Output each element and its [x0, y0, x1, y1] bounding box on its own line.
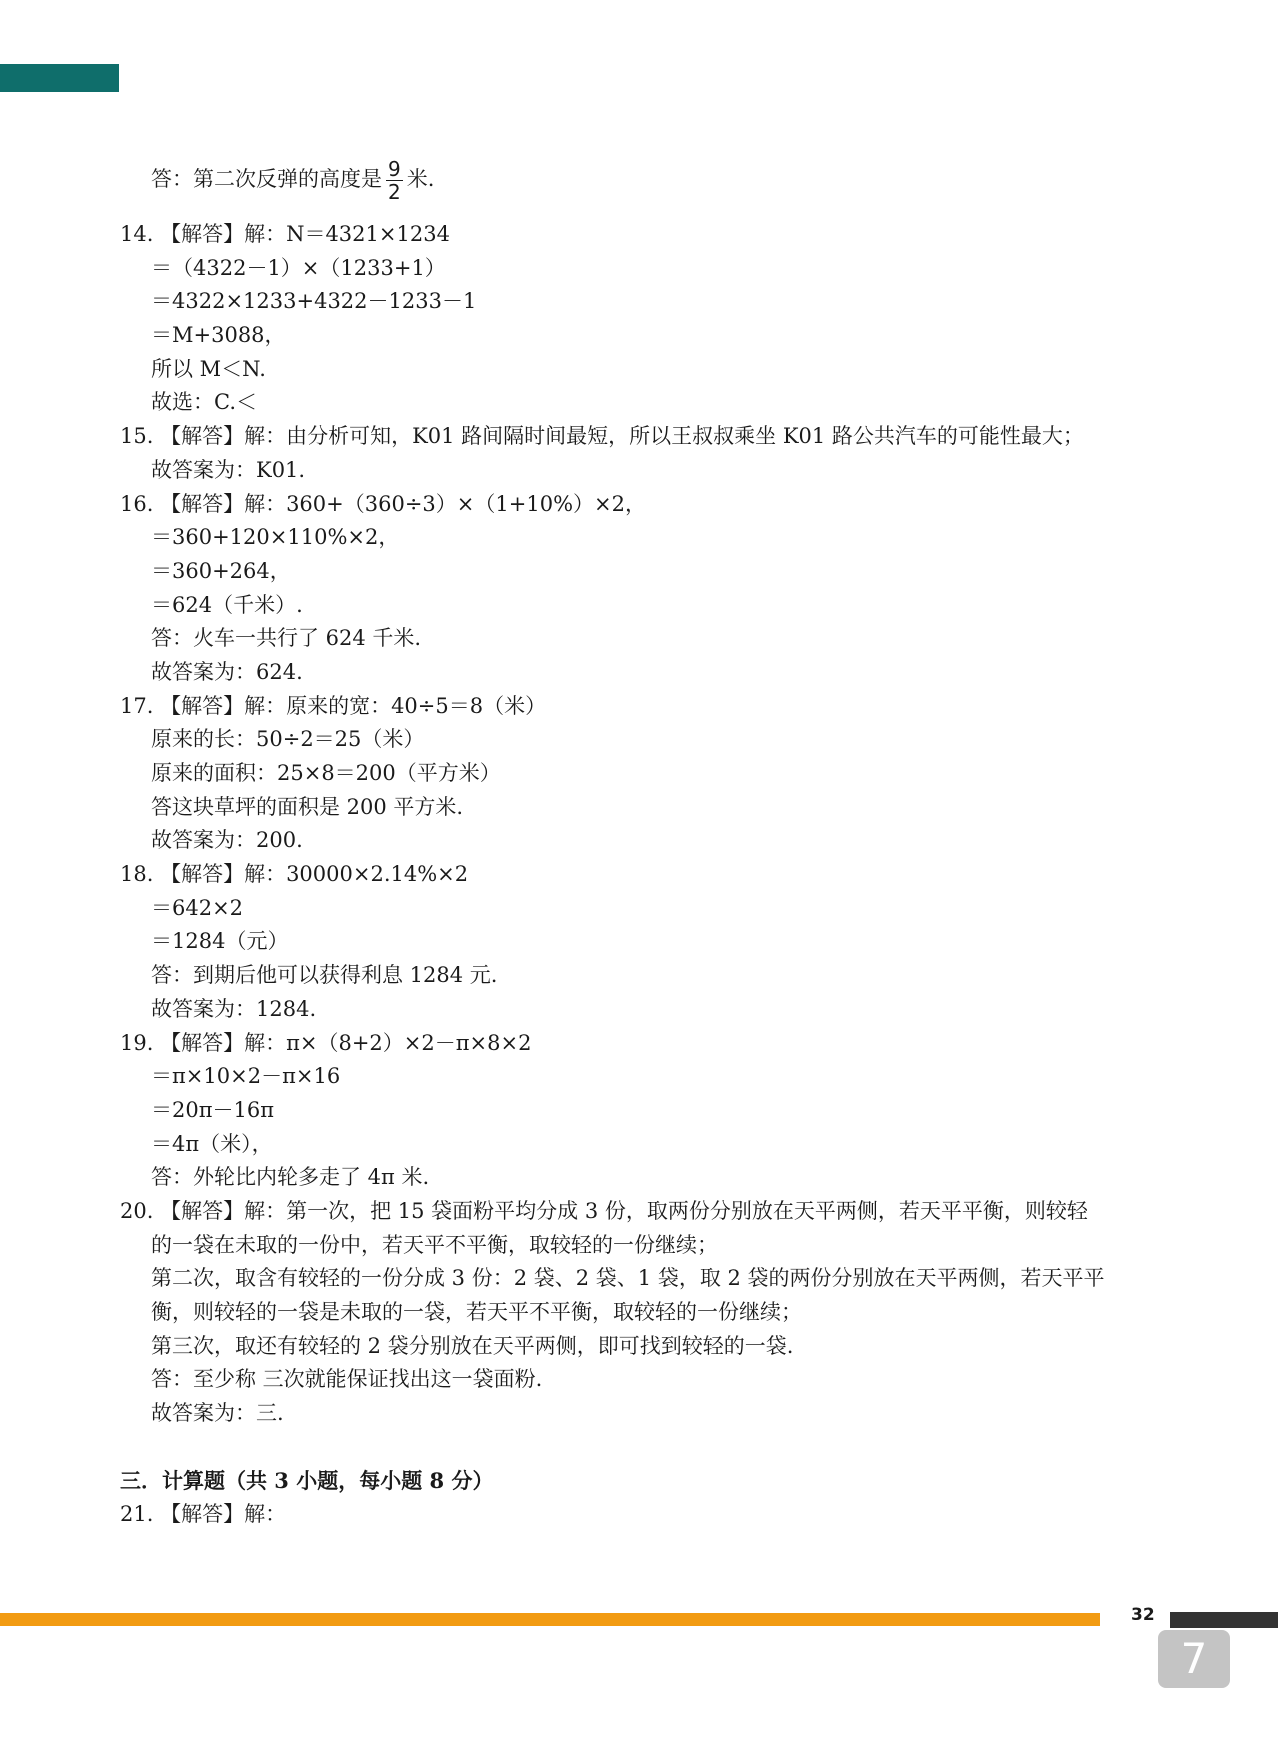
q18-line: 故答案为：1284.	[151, 996, 317, 1021]
fraction	[386, 158, 403, 203]
answer-13-prefix: 答：第二次反弹的高度是	[151, 167, 382, 191]
q16-line: ＝360+120×110%×2，	[151, 525, 400, 550]
answer-13-suffix: 米.	[406, 167, 435, 191]
question-17	[120, 690, 1170, 858]
q16-line: 16. 【解答】解：360+（360÷3）×（1+10%）×2，	[120, 491, 646, 516]
q16-line: 答：火车一共行了 624 千米.	[151, 626, 422, 651]
q19-line: ＝4π（米），	[151, 1131, 273, 1156]
q20-line: 答：至少称 三次就能保证找出这一袋面粉.	[151, 1367, 543, 1392]
page-number: 32	[1131, 1605, 1155, 1625]
q20-line: 的一袋在未取的一份中，若天平不平衡，取较轻的一份继续；	[151, 1232, 718, 1257]
q18-line: ＝1284（元）	[151, 929, 289, 954]
footer-dark-bar	[1170, 1612, 1278, 1628]
q15-line: 故答案为：K01.	[151, 457, 306, 482]
question-19	[120, 1027, 1170, 1195]
q19-line: 19. 【解答】解：π×（8+2）×2－π×8×2	[120, 1030, 532, 1055]
header-accent-bar	[0, 64, 119, 92]
q18-line: ＝642×2	[151, 895, 244, 920]
fraction-denominator: 2	[388, 180, 401, 204]
q18-line: 18. 【解答】解：30000×2.14%×2	[120, 862, 469, 887]
question-16	[120, 488, 1170, 690]
q17-line: 答这块草坪的面积是 200 平方米.	[151, 794, 464, 819]
q16-line: 故答案为：624.	[151, 659, 303, 684]
q15-line: 15. 【解答】解：由分析可知，K01 路间隔时间最短，所以王叔叔乘坐 K01 路公共汽车的可能性最大；	[120, 424, 1084, 449]
q20-line: 第二次，取含有较轻的一份分成 3 份：2 袋、2 袋、1 袋，取 2 袋的两份分别放在天平两侧，若天平平	[151, 1266, 1105, 1291]
q19-line: 答：外轮比内轮多走了 4π 米.	[151, 1165, 430, 1190]
q14-line: 14. 【解答】解：N＝4321×1234	[120, 222, 450, 246]
answer-13	[120, 158, 1170, 218]
footer-accent-bar	[0, 1613, 1100, 1626]
question-14	[120, 218, 1170, 420]
q17-line: 原来的长：50÷2＝25（米）	[151, 727, 425, 752]
q17-line: 原来的面积：25×8＝200（平方米）	[151, 761, 501, 785]
q14-line: 所以 M＜N.	[151, 356, 266, 381]
spacer	[120, 1431, 1170, 1465]
q20-line: 衡，则较轻的一袋是未取的一袋，若天平不平衡，取较轻的一份继续；	[151, 1300, 802, 1324]
q16-line: ＝360+264，	[151, 558, 291, 583]
q17-line: 故答案为：200.	[151, 828, 303, 853]
q18-line: 答：到期后他可以获得利息 1284 元.	[151, 963, 498, 988]
question-20	[120, 1195, 1170, 1431]
q20-line: 故答案为：三.	[151, 1401, 284, 1426]
q21-line: 21. 【解答】解：	[120, 1502, 287, 1527]
question-18	[120, 858, 1170, 1026]
page-badge: 7	[1158, 1630, 1230, 1688]
q19-line: ＝20π－16π	[151, 1097, 275, 1122]
q19-line: ＝π×10×2－π×16	[151, 1064, 341, 1089]
document-body	[120, 158, 1170, 1532]
q20-line: 20. 【解答】解：第一次，把 15 袋面粉平均分成 3 份，取两份分别放在天平两侧，若天平平衡，则较轻	[120, 1198, 1088, 1223]
q16-line: ＝624（千米）.	[151, 592, 303, 617]
q14-line: ＝M+3088，	[151, 323, 286, 348]
q14-line: 故选：C.＜	[151, 390, 257, 415]
q17-line: 17. 【解答】解：原来的宽：40÷5＝8（米）	[120, 693, 547, 718]
q14-line: ＝（4322－1）×（1233+1）	[151, 255, 446, 280]
fraction-numerator: 9	[388, 157, 401, 181]
q14-line: ＝4322×1233+4322－1233－1	[151, 289, 477, 314]
section-title: 三．计算题（共 3 小题，每小题 8 分）	[120, 1468, 494, 1494]
q20-line: 第三次，取还有较轻的 2 袋分别放在天平两侧，即可找到较轻的一袋.	[151, 1333, 794, 1358]
question-15	[120, 420, 1170, 487]
